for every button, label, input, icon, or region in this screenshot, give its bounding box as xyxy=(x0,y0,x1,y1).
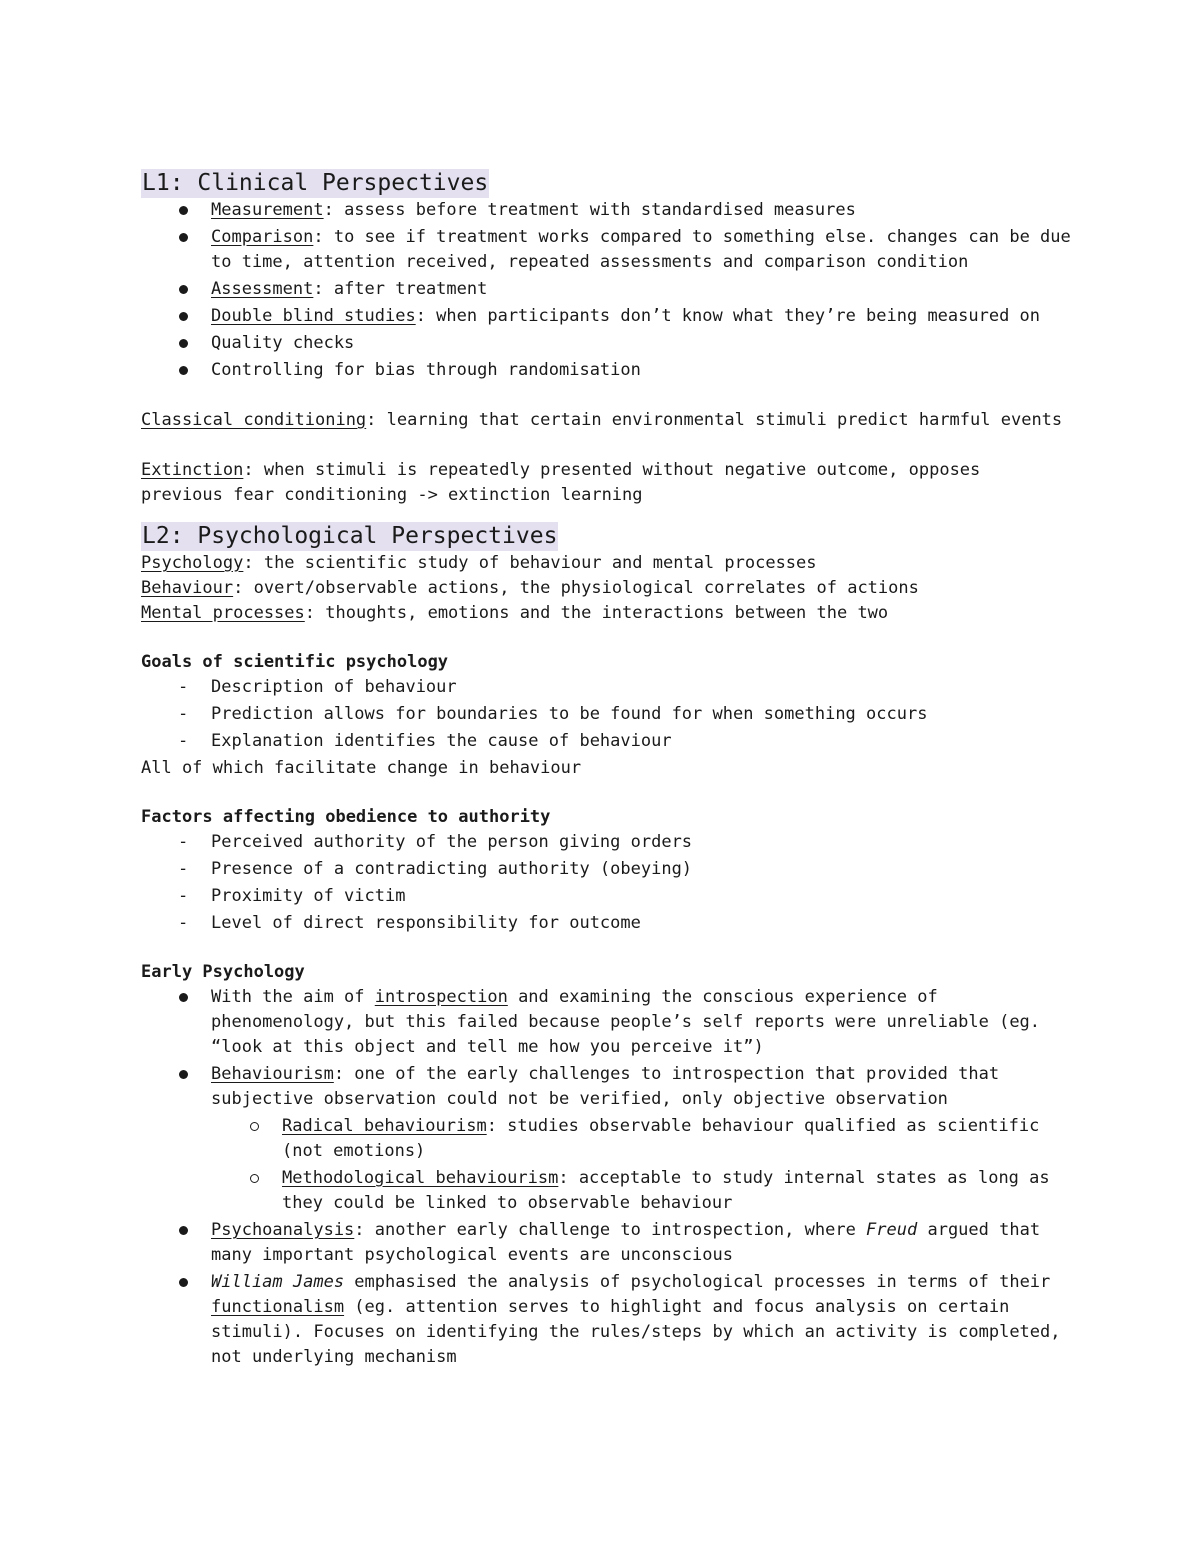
l2-heading: L2: Psychological Perspectives xyxy=(142,523,558,549)
definition: : overt/observable actions, the physiological correlates of actions xyxy=(233,578,919,598)
term: Behaviourism xyxy=(211,1064,334,1084)
definition: : the scientific study of behaviour and mental processes xyxy=(243,553,817,573)
list-item xyxy=(141,358,1071,383)
bullet-icon xyxy=(179,1226,188,1235)
term: Double blind studies xyxy=(211,306,416,326)
goals-heading: Goals of scientific psychology xyxy=(141,652,449,672)
term: Classical conditioning xyxy=(141,410,367,430)
person-name: William James xyxy=(211,1272,345,1292)
item-text: Perceived authority of the person giving orders xyxy=(211,832,693,852)
term: Mental processes xyxy=(141,603,305,623)
item-text: emphasised the analysis of psychological processes in terms of their xyxy=(344,1272,1051,1292)
item-text: Description of behaviour xyxy=(211,677,457,697)
list-item xyxy=(141,830,1071,855)
bullet-icon xyxy=(179,366,188,375)
item-text: Proximity of victim xyxy=(211,886,406,906)
l1-heading: L1: Clinical Perspectives xyxy=(142,170,489,196)
definition: : to see if treatment works compared to something else. changes can be due to time, attention received, repeated assessments and comparison condition xyxy=(211,227,1071,272)
term: Measurement xyxy=(211,200,324,220)
bullet-icon xyxy=(179,285,188,294)
item-text: argued that many important psychological events are unconscious xyxy=(211,1220,1041,1265)
item-text: Explanation identifies the cause of behaviour xyxy=(211,731,672,751)
list-item xyxy=(141,857,1071,882)
dash-marker: - xyxy=(178,913,189,933)
list-item xyxy=(141,1114,1071,1164)
list-item xyxy=(141,277,1071,302)
bullet-icon xyxy=(179,1278,188,1287)
bullet-icon xyxy=(179,233,188,242)
list-item xyxy=(141,702,1071,727)
definition: : when participants don’t know what they’re being measured on xyxy=(415,306,1041,326)
definition: : acceptable to study internal states as long as they could be linked to observable behaviour xyxy=(282,1168,1050,1213)
list-item xyxy=(141,1270,1071,1370)
item-text: Prediction allows for boundaries to be found for when something occurs xyxy=(211,704,928,724)
definition: : learning that certain environmental stimuli predict harmful events xyxy=(366,410,1063,430)
list-item xyxy=(141,675,1071,700)
term: Methodological behaviourism xyxy=(282,1168,559,1188)
dash-marker: - xyxy=(178,677,189,697)
definition: : after treatment xyxy=(313,279,488,299)
definition: : one of the early challenges to introspection that provided that subjective observation could not be verified, only objective observation xyxy=(211,1064,1000,1109)
goals-list xyxy=(141,675,1071,754)
term: Radical behaviourism xyxy=(282,1116,487,1136)
def-mental-processes xyxy=(141,601,1071,626)
list-item xyxy=(141,304,1071,329)
list-item xyxy=(141,884,1071,909)
extinction-para xyxy=(141,458,1071,508)
dash-marker: - xyxy=(178,886,189,906)
list-item xyxy=(141,1218,1071,1268)
term: Psychoanalysis xyxy=(211,1220,355,1240)
l1-bullet-list xyxy=(141,198,1071,383)
list-item xyxy=(141,985,1071,1060)
notes-content xyxy=(141,169,1071,1372)
list-item xyxy=(141,198,1071,223)
dash-marker: - xyxy=(178,832,189,852)
term: Comparison xyxy=(211,227,314,247)
list-item xyxy=(141,729,1071,754)
definition: : when stimuli is repeatedly presented without negative outcome, opposes previous fear conditioning -> extinction learning xyxy=(141,460,981,505)
item-text: With the aim of xyxy=(211,987,375,1007)
list-item xyxy=(141,225,1071,275)
goals-footer: All of which facilitate change in behaviour xyxy=(141,758,582,778)
definition: : thoughts, emotions and the interactions between the two xyxy=(304,603,889,623)
dash-marker: - xyxy=(178,731,189,751)
term: Extinction xyxy=(141,460,244,480)
early-psychology-list xyxy=(141,985,1071,1112)
item-text: Controlling for bias through randomisation xyxy=(211,360,641,380)
person-name: Freud xyxy=(866,1220,918,1240)
bullet-icon xyxy=(179,339,188,348)
definition: : assess before treatment with standardised measures xyxy=(323,200,856,220)
definition: : studies observable behaviour qualified as scientific (not emotions) xyxy=(282,1116,1040,1161)
hollow-bullet-icon xyxy=(250,1122,259,1131)
behaviourism-sub-list xyxy=(141,1114,1071,1216)
bullet-icon xyxy=(179,312,188,321)
item-text: Presence of a contradicting authority (obeying) xyxy=(211,859,693,879)
bullet-icon xyxy=(179,206,188,215)
list-item xyxy=(141,1166,1071,1216)
term: Behaviour xyxy=(141,578,234,598)
term: functionalism xyxy=(211,1297,345,1317)
list-item xyxy=(141,911,1071,936)
obedience-heading: Factors affecting obedience to authority xyxy=(141,807,551,827)
bullet-icon xyxy=(179,1070,188,1079)
term: introspection xyxy=(374,987,508,1007)
def-psychology xyxy=(141,551,1071,576)
early-psychology-list-cont xyxy=(141,1218,1071,1370)
item-text: : another early challenge to introspection, where xyxy=(354,1220,867,1240)
list-item xyxy=(141,331,1071,356)
dash-marker: - xyxy=(178,704,189,724)
item-text: (eg. attention serves to highlight and focus analysis on certain stimuli). Focuses on identifying the rules/steps by which an activity is completed, not underlying mechanism xyxy=(211,1297,1061,1367)
dash-marker: - xyxy=(178,859,189,879)
term: Assessment xyxy=(211,279,314,299)
item-text: Quality checks xyxy=(211,333,355,353)
item-text: and examining the conscious experience of phenomenology, but this failed because people’s self reports were unreliable (eg. “look at this object and tell me how you perceive it”) xyxy=(211,987,1041,1057)
def-behaviour xyxy=(141,576,1071,601)
item-text: Level of direct responsibility for outcome xyxy=(211,913,641,933)
term: Psychology xyxy=(141,553,244,573)
bullet-icon xyxy=(179,993,188,1002)
classical-conditioning-para xyxy=(141,408,1071,433)
hollow-bullet-icon xyxy=(250,1174,259,1183)
early-psychology-heading: Early Psychology xyxy=(141,962,305,982)
list-item xyxy=(141,1062,1071,1112)
obedience-list xyxy=(141,830,1071,936)
